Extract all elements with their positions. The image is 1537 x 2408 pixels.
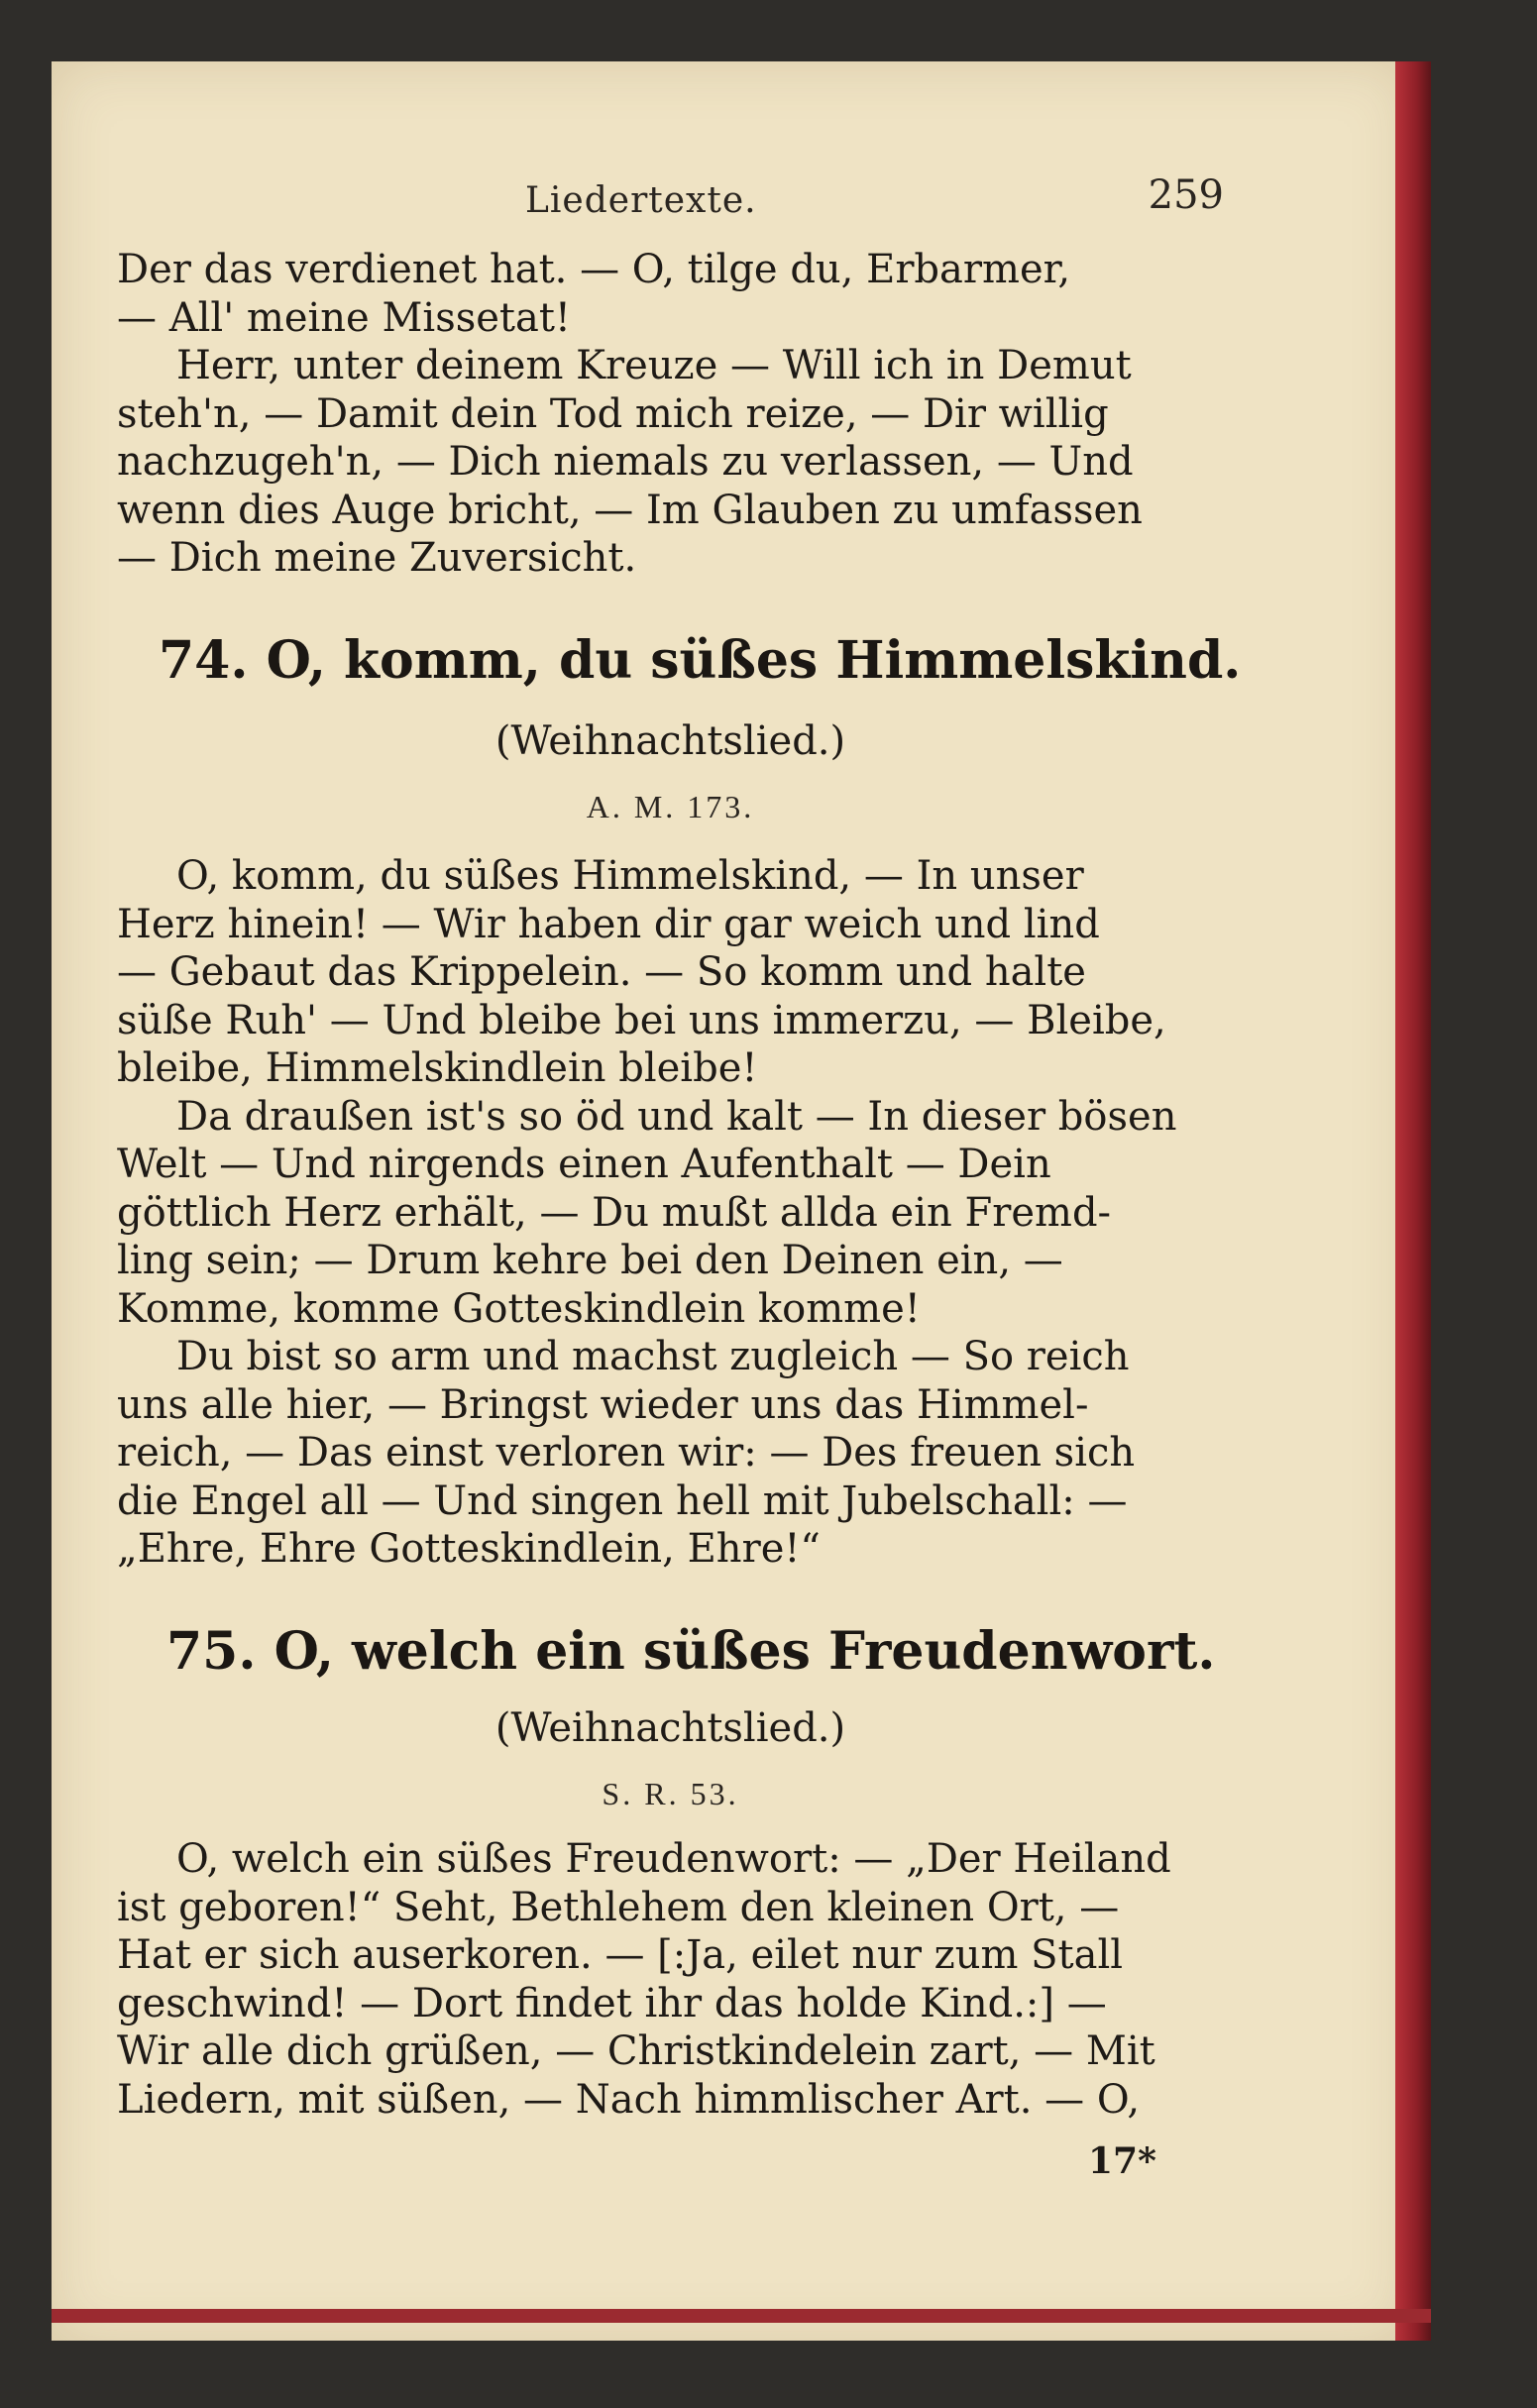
text-line: nachzugeh'n, — Dich niemals zu verlassen, — Und [117, 439, 1134, 485]
hymn-75-title: 75. O, welch ein süßes Freudenwort. [166, 1621, 1216, 1682]
text-line: „Ehre, Ehre Gotteskindlein, Ehre!“ [117, 1526, 821, 1572]
page-bottom-edge [52, 2309, 1431, 2323]
hymn-75-subtitle: (Weihnachtslied.) [494, 1705, 846, 1751]
red-page-edge [1395, 61, 1431, 2341]
hymn-75-text [117, 1835, 1224, 2124]
text-line: die Engel all — Und singen hell mit Jubelschall: — [117, 1478, 1128, 1524]
text-line: uns alle hier, — Bringst wieder uns das Himmel- [117, 1381, 1089, 1428]
text-line: reich, — Das einst verloren wir: — Des freuen sich [117, 1430, 1136, 1476]
page-number: 259 [1148, 172, 1224, 218]
text-line: Du bist so arm und machst zugleich — So reich [176, 1334, 1130, 1379]
text-line: Herz hinein! — Wir haben dir gar weich und lind [117, 901, 1100, 947]
text-line: ling sein; — Drum kehre bei den Deinen ein, — [117, 1238, 1063, 1283]
hymn-74-subtitle: (Weihnachtslied.) [494, 718, 846, 764]
printer-signature-mark: 17* [1088, 2140, 1156, 2182]
text-line: göttlich Herz erhält, — Du mußt allda ein Fremd- [117, 1189, 1112, 1236]
text-line: Welt — Und nirgends einen Aufenthalt — Dein [117, 1142, 1051, 1187]
text-line: Komme, komme Gotteskindlein komme! [117, 1285, 921, 1332]
text-line: süße Ruh' — Und bleibe bei uns immerzu, — Bleibe, [117, 997, 1166, 1043]
text-line: — Dich meine Zuversicht. [117, 535, 637, 581]
text-line: steh'n, — Damit dein Tod mich reize, — Dir willig [117, 390, 1109, 437]
text-line: Hat er sich auserkoren. — [:Ja, eilet nur zum Stall [117, 1932, 1124, 1978]
hymn-74-title: 74. O, komm, du süßes Himmelskind. [159, 630, 1242, 691]
text-line: Wir alle dich grüßen, — Christkindelein zart, — Mit [117, 2028, 1155, 2074]
text-line: Der das verdienet hat. — O, tilge du, Erbarmer, [117, 247, 1071, 292]
running-title: Liedertexte. [525, 180, 757, 221]
text-line: bleibe, Himmelskindlein bleibe! [117, 1045, 758, 1091]
hymn-74-text [117, 852, 1224, 1574]
text-line: — Gebaut das Krippelein. — So komm und halte [117, 949, 1086, 995]
text-line: Liedern, mit süßen, — Nach himmlischer Art. — O, [117, 2076, 1141, 2123]
text-line: Da draußen ist's so öd und kalt — In dieser bösen [176, 1093, 1177, 1140]
text-line: O, welch ein süßes Freudenwort: — „Der Heiland [176, 1836, 1171, 1882]
hymn-74-tune: A. M. 173. [586, 789, 755, 824]
text-line: ist geboren!“ Seht, Bethlehem den kleinen Ort, — [117, 1884, 1120, 1930]
text-line: O, komm, du süßes Himmelskind, — In unser [176, 853, 1084, 899]
intro-verse [117, 246, 1224, 583]
hymn-75-tune: S. R. 53. [602, 1776, 739, 1811]
text-line: wenn dies Auge bricht, — Im Glauben zu umfassen [117, 487, 1143, 533]
text-line: Herr, unter deinem Kreuze — Will ich in Demut [176, 343, 1132, 388]
page-header [119, 166, 1224, 226]
text-line: geschwind! — Dort findet ihr das holde Kind.:] — [117, 1980, 1107, 2026]
text-line: — All' meine Missetat! [117, 294, 571, 341]
